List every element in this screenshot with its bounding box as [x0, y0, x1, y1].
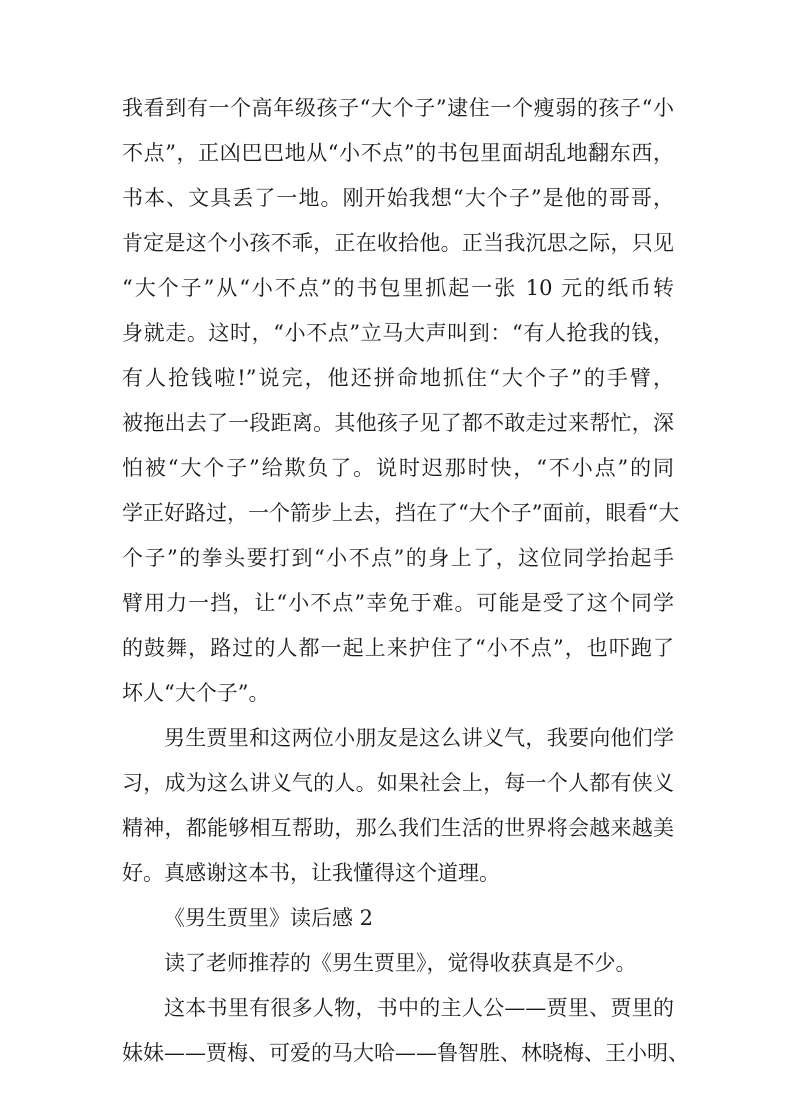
paragraph-1-line-3: 书本、文具丢了一地。刚开始我想“大个子”是他的哥哥，	[122, 186, 674, 210]
paragraph-2-line-3: 精神，都能够相互帮助，那么我们生活的世界将会越来越美	[122, 816, 674, 840]
paragraph-2-line-2: 习，成为这么讲义气的人。如果社会上，每一个人都有侠义	[122, 771, 674, 795]
paragraph-4-line-2: 妹妹——贾梅、可爱的马大哈——鲁智胜、林晓梅、王小明、	[122, 1041, 689, 1065]
paragraph-2-line-4: 好。真感谢这本书，让我懂得这个道理。	[122, 861, 500, 885]
paragraph-1-line-14: 坏人“大个子”。	[122, 681, 270, 705]
paragraph-1-line-2: 不点”，正凶巴巴地从“小不点”的书包里面胡乱地翻东西，	[122, 141, 674, 165]
paragraph-1-line-6: 身就走。这时，“小不点”立马大声叫到：“有人抢我的钱，	[122, 321, 674, 345]
paragraph-1-line-11: 个子”的拳头要打到“小不点”的身上了，这位同学抬起手	[122, 546, 674, 570]
paragraph-1-line-5: “大个子”从“小不点”的书包里抓起一张 10 元的纸币转	[122, 276, 674, 300]
paragraph-1-line-9: 怕被“大个子”给欺负了。说时迟那时快，“不小点”的同	[122, 456, 674, 480]
paragraph-1-line-13: 的鼓舞，路过的人都一起上来护住了“小不点”，也吓跑了	[122, 636, 674, 660]
paragraph-3-line-1: 读了老师推荐的《男生贾里》，觉得收获真是不少。	[164, 951, 637, 975]
paragraph-1-line-4: 肯定是这个小孩不乖，正在收拾他。正当我沉思之际，只见	[122, 231, 674, 255]
paragraph-1-line-10: 学正好路过，一个箭步上去，挡在了“大个子”面前，眼看“大	[122, 501, 680, 525]
paragraph-1-line-12: 臂用力一挡，让“小不点”幸免于难。可能是受了这个同学	[122, 591, 674, 615]
paragraph-1-line-1: 我看到有一个高年级孩子“大个子”逮住一个瘦弱的孩子“小	[122, 96, 674, 120]
paragraph-1-line-7: 有人抢钱啦!”说完，他还拼命地抓住“大个子”的手臂，	[122, 366, 674, 390]
paragraph-2-line-1: 男生贾里和这两位小朋友是这么讲义气，我要向他们学	[164, 726, 674, 750]
paragraph-1-line-8: 被拖出去了一段距离。其他孩子见了都不敢走过来帮忙，深	[122, 411, 674, 435]
section-heading: 《男生贾里》读后感 2	[164, 906, 374, 930]
paragraph-4-line-1: 这本书里有很多人物，书中的主人公——贾里、贾里的	[164, 996, 674, 1020]
